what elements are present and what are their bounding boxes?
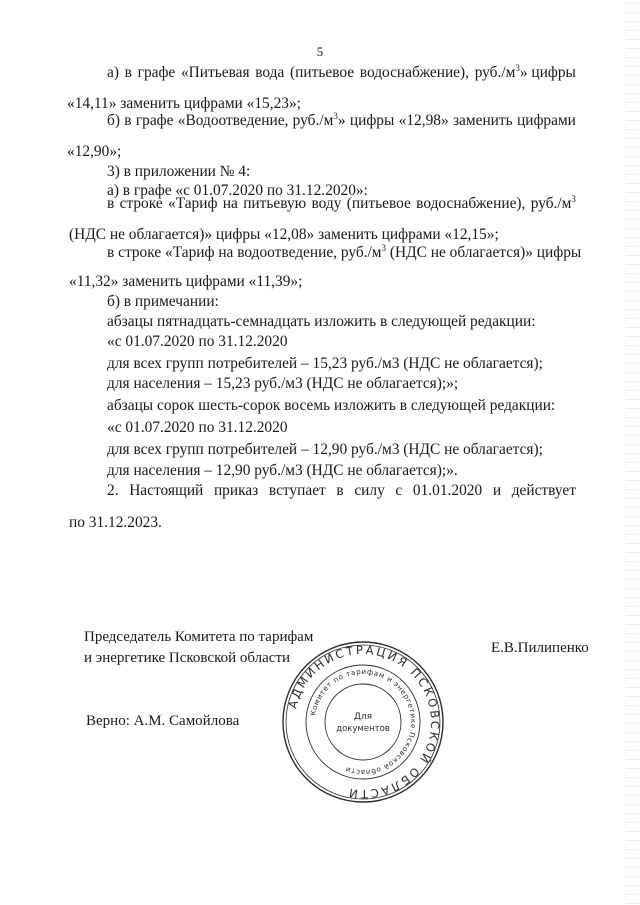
l7-word: в: [107, 195, 115, 212]
seal-center-2: документов: [336, 724, 390, 734]
l7-word: на: [222, 195, 238, 212]
l1-word: в: [124, 64, 132, 81]
l20-word: в: [336, 482, 344, 499]
l1-word: графе: [137, 64, 176, 81]
line-20: [107, 482, 576, 500]
l20-word: приказ: [213, 482, 259, 499]
l3-word: заменить: [452, 112, 513, 129]
l3-word-group: [293, 112, 346, 130]
line-9-text: в строке «Тариф на водоотведение, руб./м: [107, 244, 382, 261]
line-9-tail: (НДС не облагается)» цифры: [386, 244, 582, 261]
l1-word: водоснабжение),: [359, 64, 469, 81]
l7-word: строке: [119, 195, 163, 212]
l20-word: действует: [511, 482, 576, 499]
line-12: абзацы пятнадцать-семнадцать изложить в следующей редакции:: [107, 313, 536, 330]
l1-word: а): [107, 64, 119, 81]
l1-tail: » цифры: [519, 64, 576, 81]
l7-word: питьевую: [243, 195, 307, 212]
signer-name: Е.В.Пилипенко: [491, 640, 589, 656]
l20-word: 2.: [107, 482, 119, 499]
line-8: (НДС не облагается)» цифры «12,08» заменить цифрами «12,15»;: [69, 226, 499, 243]
line-19: для населения – 12,90 руб./м3 (НДС не облагается);».: [107, 462, 458, 479]
l1-word: руб./м: [474, 64, 516, 81]
l7-word: водоснабжение),: [416, 195, 526, 212]
line-9: [107, 244, 581, 262]
l3-word: графе: [135, 112, 174, 129]
line-3: [107, 112, 576, 130]
l3-word: »: [337, 112, 346, 129]
l1-word: (питьевое: [290, 64, 355, 81]
official-seal: [278, 637, 448, 807]
l20-word: силу: [354, 482, 385, 499]
l1-word-group: [475, 64, 576, 82]
l1-sup: 3: [515, 63, 520, 73]
line-9-sup: 3: [381, 243, 387, 253]
l20-word: Настоящий: [129, 482, 204, 499]
line-5: 3) в приложении № 4:: [107, 163, 251, 180]
l20-word: 01.01.2020: [412, 482, 483, 499]
line-6: а) в графе «с 01.07.2020 по 31.12.2020»:: [107, 182, 368, 199]
l3-sup: 3: [333, 111, 338, 121]
l3-word: в: [124, 112, 132, 129]
line-2: «14,11» заменить цифрами «15,23»;: [67, 95, 301, 112]
line-10: «11,32» заменить цифрами «11,39»;: [69, 273, 303, 290]
l7-word: «Тариф: [168, 195, 218, 212]
line-16: абзацы сорок шесть-сорок восемь изложить в следующей редакции:: [107, 397, 556, 414]
line-4: «12,90»;: [67, 143, 122, 160]
page-number: 5: [316, 44, 324, 59]
signer-position-1: Председатель Комитета по тарифам: [84, 629, 314, 645]
l7-word: воду: [311, 195, 342, 212]
l3-word: цифрами: [516, 112, 576, 129]
line-7: [107, 195, 576, 213]
line-14: для всех групп потребителей – 15,23 руб./м3 (НДС не облагается);: [107, 355, 543, 372]
line-18: для всех групп потребителей – 12,90 руб./м3 (НДС не облагается);: [107, 441, 543, 458]
l7-word: руб./м: [530, 195, 572, 212]
l1-word: «Питьевая: [180, 64, 250, 81]
l3-word: «Водоотведение,: [177, 112, 289, 129]
l3-word: «12,98»: [398, 112, 449, 129]
signer-position-2: и энергетике Псковской области: [84, 650, 291, 666]
l3-word: б): [107, 112, 120, 129]
l3-word: цифры: [349, 112, 395, 129]
verified-by: Верно: А.М. Самойлова: [86, 713, 240, 729]
line-11: б) в примечании:: [107, 293, 219, 310]
line-21: по 31.12.2023.: [69, 514, 162, 531]
seal-center-1: Для: [353, 712, 373, 722]
l7-word-group: [531, 195, 576, 213]
l7-word: (питьевое: [346, 195, 411, 212]
line-17: «с 01.07.2020 по 31.12.2020: [107, 419, 288, 436]
line-1: [107, 64, 576, 82]
line-13: «с 01.07.2020 по 31.12.2020: [107, 333, 288, 350]
l20-word: и: [492, 482, 502, 499]
scan-edge-artifact: [626, 0, 640, 905]
l7-sup: 3: [571, 194, 576, 204]
l20-word: вступает: [268, 482, 326, 499]
l1-word: вода: [255, 64, 285, 81]
l20-word: с: [395, 482, 403, 499]
l3-word: руб./м: [292, 112, 334, 129]
seal-outer-text: АДМИНИСТРАЦИЯ ПСКОВСКОЙ ОБЛАСТИ: [285, 642, 443, 802]
line-15: для населения – 15,23 руб./м3 (НДС не облагается);»;: [107, 375, 459, 392]
seal-inner-text: Комитет по тарифам и энергетике Псковской области: [308, 666, 419, 778]
